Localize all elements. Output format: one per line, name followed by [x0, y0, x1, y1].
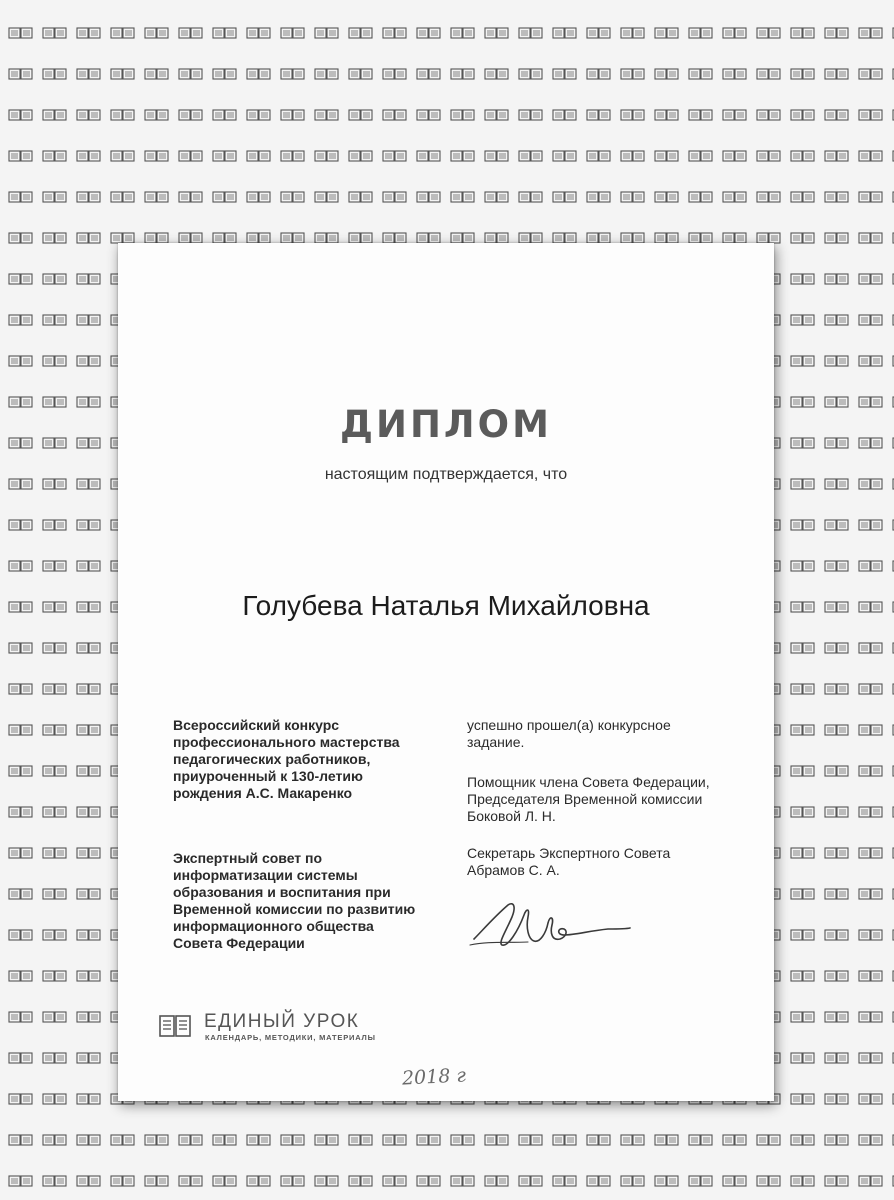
- result-line: успешно прошел(а) конкурсное: [467, 717, 671, 733]
- handwritten-signature: [468, 895, 633, 965]
- secretary-line: Абрамов С. А.: [467, 862, 560, 878]
- certificate-sheet: [118, 243, 774, 1101]
- assistant-line: Председателя Временной комиссии: [467, 791, 703, 807]
- council-line: Совета Федерации: [173, 935, 305, 951]
- council-line: образования и воспитания при: [173, 884, 391, 900]
- edinyi-urok-logo: [159, 1011, 459, 1045]
- logo-name: ЕДИНЫЙ УРОК: [204, 1011, 360, 1032]
- council-description: [173, 850, 438, 952]
- book-icon: [159, 1014, 191, 1038]
- result-text: [467, 717, 747, 751]
- council-line: информатизации системы: [173, 867, 358, 883]
- contest-line: рождения А.С. Макаренко: [173, 785, 353, 801]
- assistant-line: Помощник члена Совета Федерации,: [467, 774, 710, 790]
- council-line: информационного общества: [173, 918, 374, 934]
- council-line: Экспертный совет по: [173, 850, 323, 866]
- logo-tagline: КАЛЕНДАРЬ, МЕТОДИКИ, МАТЕРИАЛЫ: [205, 1033, 376, 1042]
- secretary-signatory: [467, 845, 747, 879]
- contest-line: педагогических работников,: [173, 751, 371, 767]
- assistant-line: Боковой Л. Н.: [467, 808, 556, 824]
- contest-line: профессионального мастерства: [173, 734, 400, 750]
- contest-line: приуроченный к 130-летию: [173, 768, 363, 784]
- council-line: Временной комиссии по развитию: [173, 901, 416, 917]
- result-line: задание.: [467, 734, 525, 750]
- certificate-title: ДИПЛОМ: [340, 403, 552, 446]
- secretary-line: Секретарь Экспертного Совета: [467, 845, 671, 861]
- contest-line: Всероссийский конкурс: [173, 717, 340, 733]
- left-column: [173, 717, 438, 952]
- contest-description: [173, 717, 438, 802]
- handwritten-year: 2018 г: [401, 1064, 467, 1090]
- assistant-signatory: [467, 774, 747, 825]
- certificate-subtitle: настоящим подтверждается, что: [324, 466, 568, 483]
- recipient-name: Голубева Наталья Михайловна: [242, 590, 650, 621]
- right-column: [467, 717, 747, 879]
